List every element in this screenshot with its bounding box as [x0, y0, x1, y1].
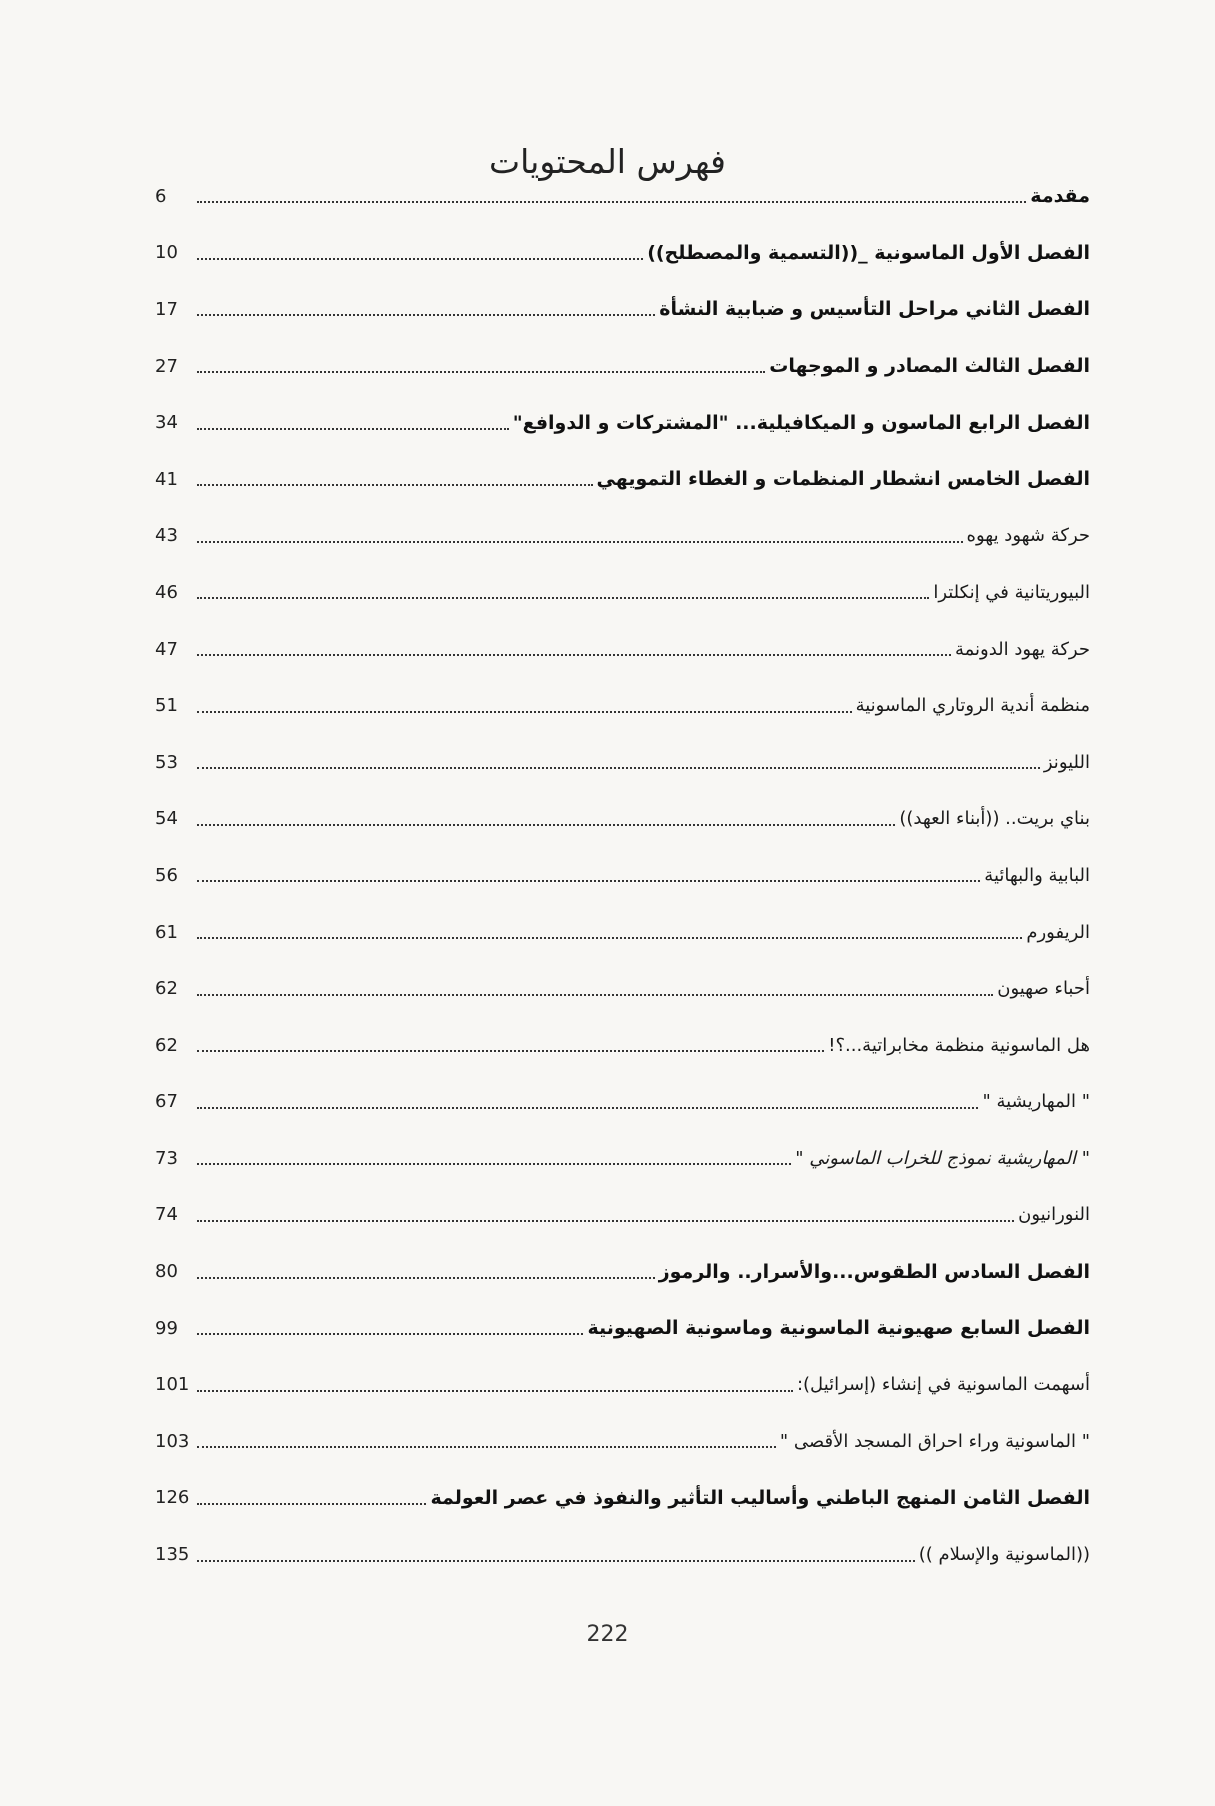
dot-leader: [197, 240, 643, 260]
toc-entry-page: 126: [155, 1487, 190, 1509]
toc-entry-title: أحباء صهيون: [997, 978, 1090, 1000]
toc-entry-title: البابية والبهائية: [984, 864, 1090, 886]
toc-entry-title: " المهاريشية ": [982, 1091, 1090, 1113]
toc-entry-page: 34: [155, 412, 178, 434]
table-of-contents: [155, 168, 1090, 1583]
dot-leader: [197, 410, 509, 430]
toc-entry-title: النورانيون: [1018, 1204, 1090, 1226]
toc-entry-title: الفصل الرابع الماسون و الميكافيلية... "المشتركات و الدوافع": [512, 411, 1090, 434]
dot-leader: [197, 1542, 915, 1562]
dot-leader: [197, 1145, 791, 1165]
dot-leader: [197, 183, 1026, 203]
toc-entry-page: 99: [155, 1317, 178, 1339]
toc-entry[interactable]: [155, 1413, 1090, 1470]
toc-entry[interactable]: [155, 1187, 1090, 1244]
toc-entry-title: ((الماسونية والإسلام )): [918, 1544, 1090, 1566]
toc-entry[interactable]: [155, 1300, 1090, 1357]
toc-entry[interactable]: [155, 1526, 1090, 1583]
dot-leader: [197, 1372, 793, 1392]
toc-entry-title: أسهمت الماسونية في إنشاء (إسرائيل):: [796, 1374, 1090, 1396]
dot-leader: [197, 636, 951, 656]
toc-entry-page: 62: [155, 978, 178, 1000]
dot-leader: [197, 693, 852, 713]
toc-entry-title: " المهاريشية نموذج للخراب الماسوني ": [795, 1147, 1090, 1169]
toc-entry-title: الريفورم: [1026, 921, 1090, 943]
toc-entry[interactable]: [155, 1074, 1090, 1131]
toc-entry-page: 135: [155, 1544, 190, 1566]
toc-entry[interactable]: [155, 281, 1090, 338]
dot-leader: [197, 466, 593, 486]
toc-entry-title: البيوريتانية في إنكلترا: [933, 581, 1090, 603]
toc-entry[interactable]: [155, 621, 1090, 678]
dot-leader: [197, 1315, 583, 1335]
toc-entry-title: الفصل الأول الماسونية _((التسمية والمصطلح)): [647, 241, 1090, 264]
toc-entry[interactable]: [155, 338, 1090, 395]
dot-leader: [197, 523, 963, 543]
toc-entry[interactable]: [155, 508, 1090, 565]
toc-entry[interactable]: [155, 1017, 1090, 1074]
dot-leader: [197, 862, 980, 882]
dot-leader: [197, 976, 993, 996]
toc-entry-page: 46: [155, 581, 178, 603]
dot-leader: [197, 1032, 824, 1052]
toc-entry-page: 41: [155, 468, 178, 490]
toc-entry[interactable]: [155, 394, 1090, 451]
toc-entry[interactable]: [155, 1243, 1090, 1300]
dot-leader: [197, 1089, 978, 1109]
toc-entry-page: 73: [155, 1147, 178, 1169]
toc-entry-page: 74: [155, 1204, 178, 1226]
toc-entry-title: الفصل الثالث المصادر و الموجهات: [769, 355, 1090, 378]
toc-entry[interactable]: [155, 960, 1090, 1017]
toc-entry-page: 61: [155, 921, 178, 943]
toc-entry-page: 56: [155, 864, 178, 886]
toc-entry-title: حركة شهود يهوه: [966, 525, 1090, 547]
dot-leader: [197, 919, 1022, 939]
toc-entry-title: الفصل الخامس انشطار المنظمات و الغطاء التمويهي: [596, 468, 1090, 491]
toc-entry-page: 17: [155, 298, 178, 320]
dot-leader: [197, 1202, 1014, 1222]
toc-entry-page: 51: [155, 695, 178, 717]
toc-entry-title: منظمة أندية الروتاري الماسونية: [855, 695, 1090, 717]
toc-entry-title: الفصل الثاني مراحل التأسيس و ضبابية النشأة: [659, 298, 1090, 321]
toc-entry-title: الفصل الثامن المنهج الباطني وأساليب التأثير والنفوذ في عصر العولمة: [430, 1486, 1090, 1509]
footer-page-number: 222: [586, 1622, 629, 1647]
toc-entry-page: 103: [155, 1430, 190, 1452]
toc-entry-title: الفصل السابع صهيونية الماسونية وماسونية الصهيونية: [587, 1317, 1090, 1340]
toc-entry-page: 53: [155, 751, 178, 773]
toc-entry-page: 62: [155, 1034, 178, 1056]
toc-entry-page: 54: [155, 808, 178, 830]
toc-entry[interactable]: [155, 677, 1090, 734]
toc-entry-title: الليونز: [1043, 751, 1090, 773]
toc-entry[interactable]: [155, 1470, 1090, 1527]
dot-leader: [197, 806, 895, 826]
toc-entry[interactable]: [155, 1130, 1090, 1187]
toc-entry[interactable]: [155, 451, 1090, 508]
toc-entry-title: بناي بريت.. ((أبناء العهد)): [899, 808, 1090, 830]
dot-leader: [197, 353, 765, 373]
toc-entry[interactable]: [155, 847, 1090, 904]
toc-entry-page: 47: [155, 638, 178, 660]
dot-leader: [197, 749, 1040, 769]
page-title: فهرس المحتويات: [489, 142, 726, 182]
toc-entry[interactable]: [155, 734, 1090, 791]
toc-entry[interactable]: [155, 904, 1090, 961]
dot-leader: [197, 1428, 776, 1448]
toc-entry[interactable]: [155, 791, 1090, 848]
toc-entry-page: 80: [155, 1261, 178, 1283]
toc-entry-page: 27: [155, 355, 178, 377]
toc-entry-title: حركة يهود الدونمة: [954, 638, 1090, 660]
toc-entry[interactable]: [155, 225, 1090, 282]
toc-entry[interactable]: [155, 564, 1090, 621]
toc-entry-page: 43: [155, 525, 178, 547]
dot-leader: [197, 579, 929, 599]
toc-entry-page: 10: [155, 242, 178, 264]
toc-entry-title: مقدمة: [1030, 185, 1090, 208]
toc-entry-page: 67: [155, 1091, 178, 1113]
dot-leader: [197, 296, 655, 316]
dot-leader: [197, 1485, 426, 1505]
toc-entry[interactable]: [155, 168, 1090, 225]
toc-entry[interactable]: [155, 1356, 1090, 1413]
toc-entry-title: الفصل السادس الطقوس...والأسرار.. والرموز: [658, 1260, 1090, 1283]
toc-entry-title: " الماسونية وراء احراق المسجد الأقصى ": [779, 1430, 1090, 1452]
toc-entry-page: 101: [155, 1374, 190, 1396]
toc-entry-page: 6: [155, 185, 167, 207]
dot-leader: [197, 1259, 655, 1279]
toc-entry-title: هل الماسونية منظمة مخابراتية...؟!: [828, 1034, 1090, 1056]
